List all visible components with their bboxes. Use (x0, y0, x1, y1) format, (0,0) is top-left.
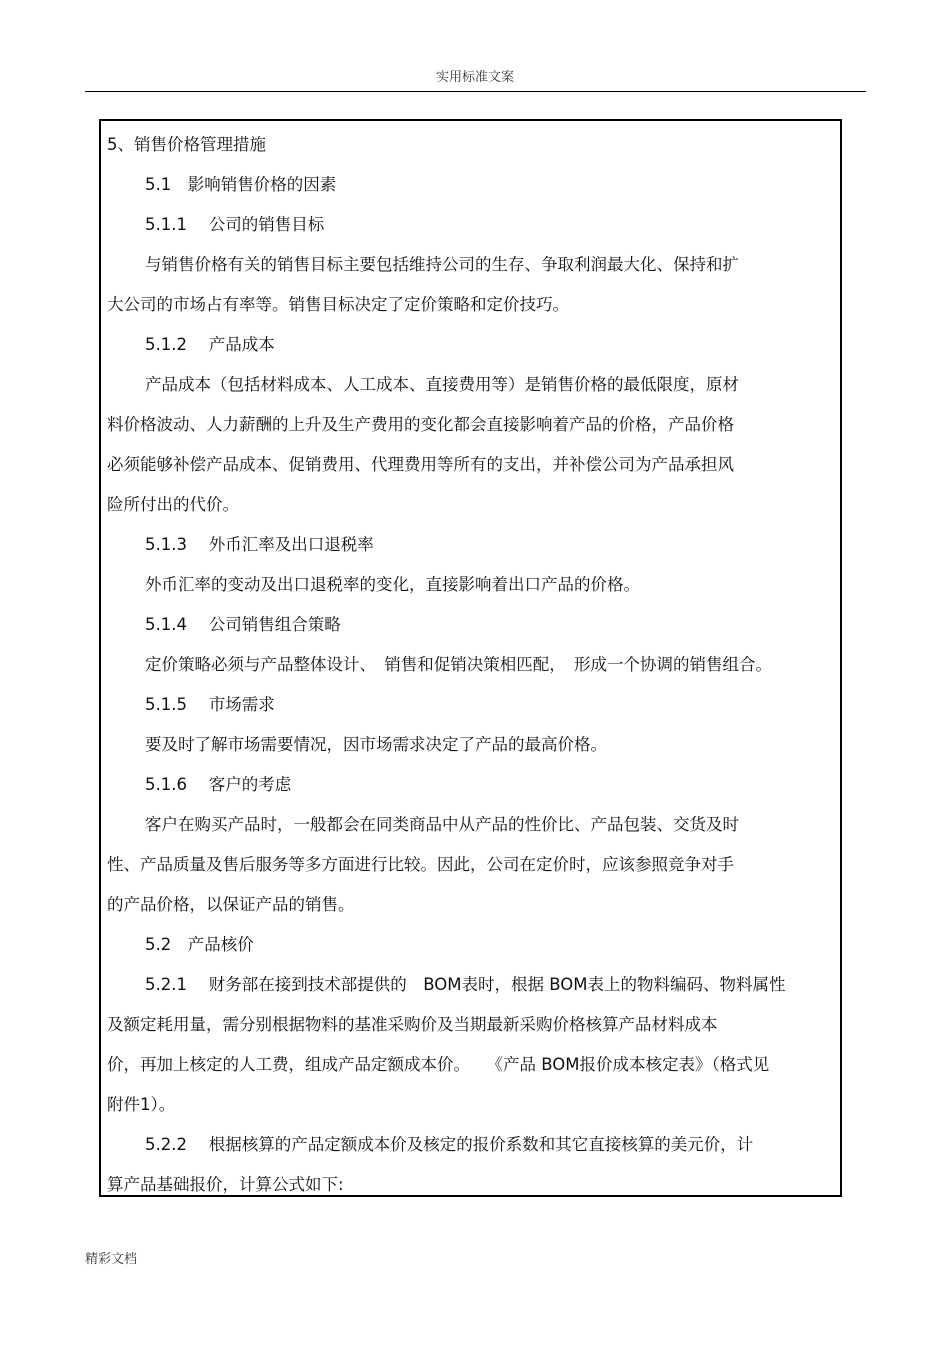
item-heading: 5.1.1 公司的销售目标 (145, 215, 325, 234)
item-heading: 5.1.4 公司销售组合策略 (145, 615, 341, 634)
paragraph-line: 必须能够补偿产品成本、促销费用、代理费用等所有的支出，并补偿公司为产品承担风 (107, 455, 734, 474)
subsection-heading: 5.1 影响销售价格的因素 (145, 175, 337, 194)
paragraph-line: 险所付出的代价。 (107, 495, 239, 514)
paragraph-line: 5.2.1 财务部在接到技术部提供的 BOM表时，根据 BOM表上的物料编码、物料属性 (145, 975, 786, 994)
paragraph-line: 及额定耗用量，需分别根据物料的基准采购价及当期最新采购价格核算产品材料成本 (107, 1015, 718, 1034)
paragraph-line: 外币汇率的变动及出口退税率的变化，直接影响着出口产品的价格。 (145, 575, 640, 594)
page-header: 实用标准文案 (435, 70, 514, 85)
paragraph-line: 客户在购买产品时，一般都会在同类商品中从产品的性价比、产品包装、交货及时 (145, 815, 739, 834)
section-heading: 5、销售价格管理措施 (107, 135, 266, 154)
paragraph-line: 要及时了解市场需要情况，因市场需求决定了产品的最高价格。 (145, 735, 607, 754)
paragraph-line: 的产品价格，以保证产品的销售。 (107, 895, 355, 914)
header-divider (85, 91, 866, 92)
paragraph-line: 算产品基础报价，计算公式如下: (107, 1175, 344, 1194)
paragraph-line: 性、产品质量及售后服务等多方面进行比较。因此，公司在定价时，应该参照竞争对手 (107, 855, 734, 874)
paragraph-line: 附件1）。 (107, 1095, 176, 1114)
page-footer: 精彩文档 (85, 1252, 138, 1267)
paragraph-line: 与销售价格有关的销售目标主要包括维持公司的生存、争取利润最大化、保持和扩 (145, 255, 739, 274)
paragraph-line: 定价策略必须与产品整体设计、 销售和促销决策相匹配， 形成一个协调的销售组合。 (145, 655, 772, 674)
item-heading: 5.1.2 产品成本 (145, 335, 275, 354)
content-box (99, 119, 842, 1197)
subsection-heading: 5.2 产品核价 (145, 935, 254, 954)
paragraph-line: 价，再加上核定的人工费，组成产品定额成本价。 《产品 BOM报价成本核定表》（格式见 (107, 1055, 770, 1074)
item-heading: 5.1.6 客户的考虑 (145, 775, 292, 794)
item-heading: 5.1.5 市场需求 (145, 695, 275, 714)
paragraph-line: 料价格波动、人力薪酬的上升及生产费用的变化都会直接影响着产品的价格，产品价格 (107, 415, 734, 434)
paragraph-line: 5.2.2 根据核算的产品定额成本价及核定的报价系数和其它直接核算的美元价，计 (145, 1135, 754, 1154)
paragraph-line: 大公司的市场占有率等。销售目标决定了定价策略和定价技巧。 (107, 295, 569, 314)
paragraph-line: 产品成本（包括材料成本、人工成本、直接费用等）是销售价格的最低限度，原材 (145, 375, 739, 394)
item-heading: 5.1.3 外币汇率及出口退税率 (145, 535, 374, 554)
